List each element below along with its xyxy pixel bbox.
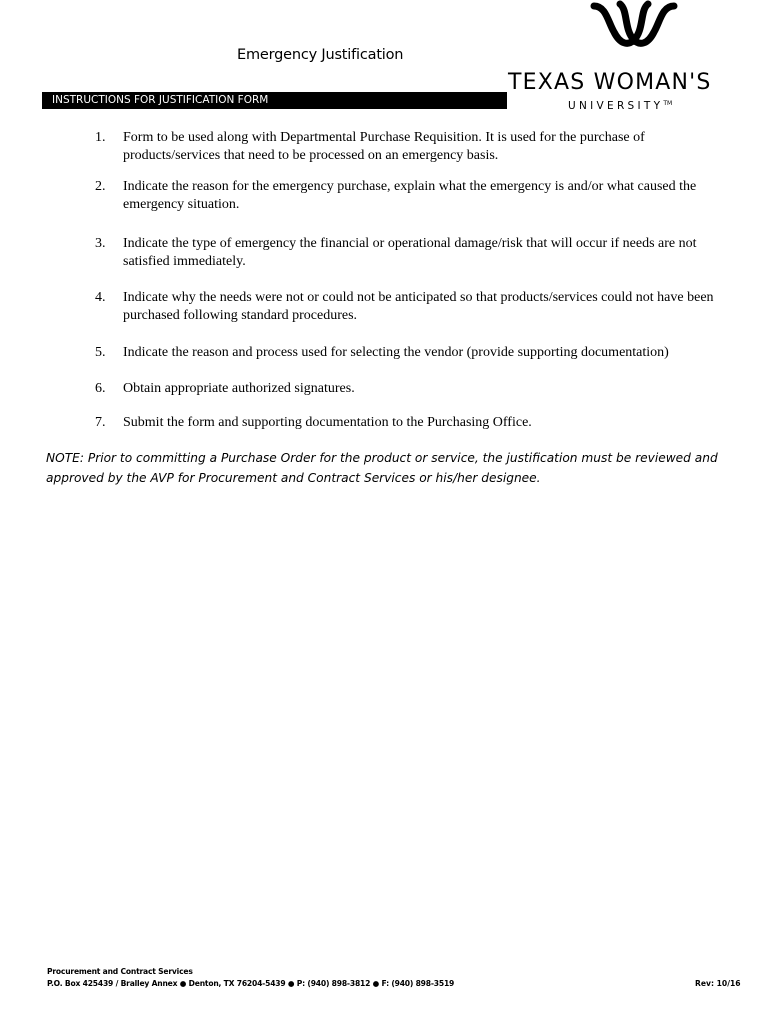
logo-subtitle: UNIVERSITY™ (568, 100, 673, 112)
list-item-number: 6. (95, 381, 106, 396)
list-item-number: 3. (95, 236, 106, 251)
list-item-text: Submit the form and supporting documentation to the Purchasing Office. (123, 415, 532, 430)
section-header-bar: INSTRUCTIONS FOR JUSTIFICATION FORM (42, 92, 507, 109)
list-item-number: 2. (95, 179, 106, 194)
note-text: Prior to committing a Purchase Order for the product or service, the justification must be reviewed and approved by the AVP for Procurement and Contract Services or his/her designee. (46, 451, 718, 485)
list-item-text: Indicate the reason for the emergency purchase, explain what the emergency is and/or what caused the emergency situation. (123, 179, 697, 212)
approval-note (46, 448, 736, 488)
logo-wordmark: TEXAS WOMAN'S (508, 70, 712, 95)
note-label: NOTE: (46, 451, 84, 465)
document-title: Emergency Justification (237, 47, 404, 63)
trademark-mark: TM (663, 100, 673, 107)
footer-address: P.O. Box 425439 / Bralley Annex ● Denton, TX 76204-5439 ● P: (940) 898-3812 ● F: (940) 898-3519 (47, 979, 455, 988)
footer-contact (47, 966, 454, 990)
list-item-number: 1. (95, 130, 106, 145)
list-item-number: 5. (95, 345, 106, 360)
university-logo (506, 0, 768, 118)
twu-emblem-icon (584, 0, 684, 56)
list-item-number: 7. (95, 415, 106, 430)
list-item-text: Indicate why the needs were not or could not be anticipated so that products/services could not have been purchased following standard procedures. (123, 290, 714, 323)
footer-department: Procurement and Contract Services (47, 967, 193, 976)
list-item-text: Obtain appropriate authorized signatures. (123, 381, 355, 396)
list-item-number: 4. (95, 290, 106, 305)
footer-revision: Rev: 10/16 (695, 979, 741, 988)
list-item-text: Indicate the type of emergency the financial or operational damage/risk that will occur if needs are not satisfied immediately. (123, 236, 697, 269)
list-item-text: Indicate the reason and process used for selecting the vendor (provide supporting documentation) (123, 345, 669, 360)
list-item-text: Form to be used along with Departmental Purchase Requisition. It is used for the purchase of products/services that need to be processed on an emergency basis. (123, 130, 645, 163)
